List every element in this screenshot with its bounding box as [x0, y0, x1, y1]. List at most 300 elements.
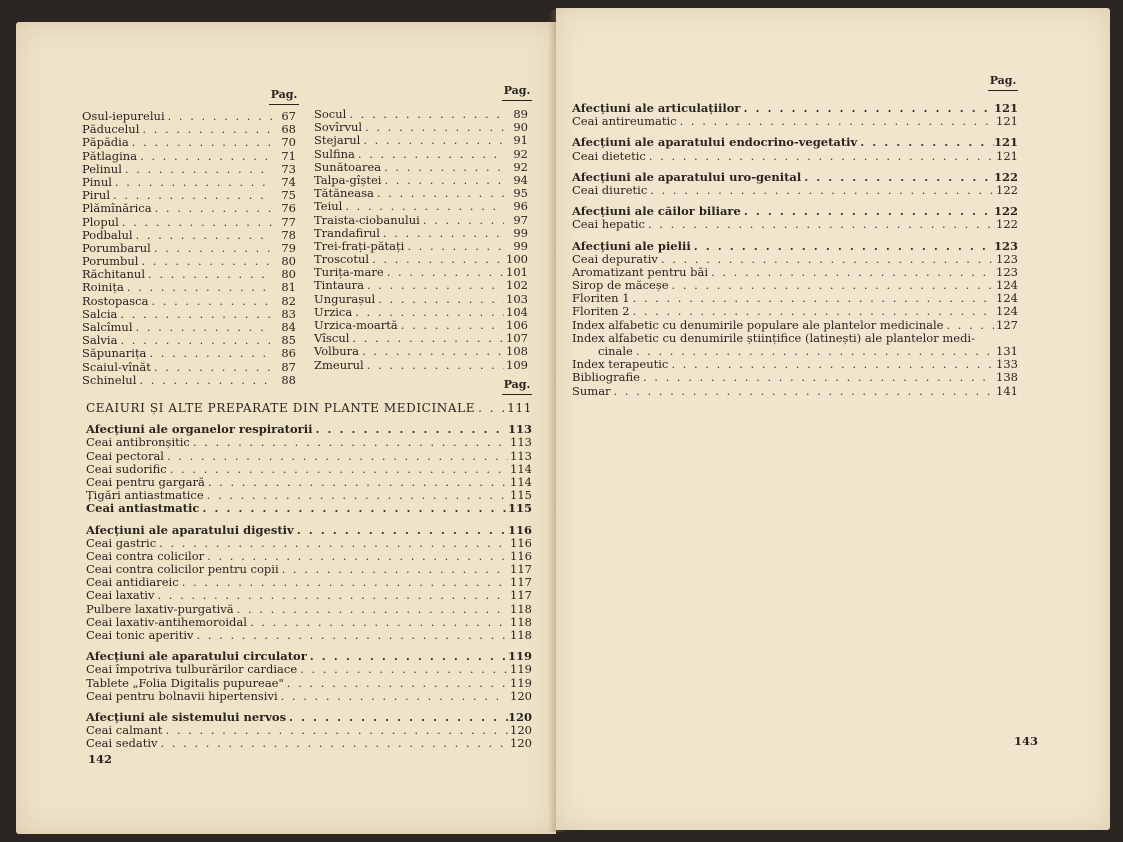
dot-leader	[677, 115, 994, 128]
entry-page-number: 82	[281, 293, 296, 308]
dot-leader	[691, 240, 994, 253]
entry-title: Sumar	[572, 383, 611, 398]
entry-page-number: 118	[510, 628, 532, 642]
toc-entry	[314, 200, 528, 213]
entry-page-number: 133	[996, 357, 1018, 372]
entry-title: Săpunarița	[82, 346, 147, 361]
dot-leader	[154, 589, 508, 602]
entry-page-number: 116	[510, 535, 532, 550]
entry-page-number: 122	[996, 182, 1018, 197]
toc-entry	[82, 136, 296, 149]
entry-title: Ceai diuretic	[572, 182, 648, 197]
dot-leader	[165, 110, 272, 123]
entry-title: Ceai depurativ	[572, 251, 658, 266]
entry-page-number: 97	[513, 212, 528, 227]
dot-leader	[194, 629, 508, 642]
toc-entry	[314, 279, 528, 292]
dot-leader	[375, 293, 504, 306]
dot-leader	[944, 319, 995, 332]
entry-page-number: 113	[507, 422, 532, 437]
toc-entry	[572, 218, 1018, 231]
entry-page-number: 119	[507, 649, 532, 664]
toc-entry	[572, 371, 1018, 384]
toc-entry	[82, 216, 296, 229]
entry-page-number: 99	[513, 225, 528, 240]
entry-page-number: 68	[281, 122, 296, 137]
entry-title: Pirul	[82, 188, 110, 203]
entry-title: Porumbarul	[82, 240, 151, 255]
entry-title: Rostopasca	[82, 293, 149, 308]
entry-title: Index terapeutic	[572, 357, 669, 372]
entry-page-number: 71	[281, 148, 296, 163]
dot-leader	[355, 148, 504, 161]
entry-title: cinale	[598, 344, 633, 358]
entry-title: CEAIURI ȘI ALTE PREPARATE DIN PLANTE MEDICINALE	[86, 401, 476, 415]
entry-page-number: 121	[993, 135, 1018, 150]
entry-title: Ceai antireumatic	[572, 114, 677, 129]
entry-page-number: 118	[510, 614, 532, 629]
toc-entry	[82, 347, 296, 360]
entry-page-number: 80	[281, 254, 296, 269]
entry-page-number: 108	[506, 344, 528, 359]
dot-leader	[658, 253, 994, 266]
entry-title: Podbalul	[82, 227, 133, 242]
toc-entry	[82, 150, 296, 163]
dot-leader	[404, 240, 504, 253]
dot-leader	[364, 359, 504, 372]
toc-entry	[86, 450, 532, 463]
toc-entry	[86, 436, 532, 449]
entry-title: Ceai sudorific	[86, 461, 167, 476]
dot-leader	[167, 463, 508, 476]
entry-title: Plămînărica	[82, 201, 152, 216]
dot-leader	[647, 184, 994, 197]
dot-leader	[158, 737, 508, 750]
dot-leader	[364, 279, 504, 292]
entry-title: Afecțiuni ale aparatului circulator	[86, 649, 307, 664]
entry-page-number: 123	[993, 238, 1018, 253]
entry-title: Stejarul	[314, 133, 361, 148]
dot-leader	[645, 218, 994, 231]
toc-entry	[314, 134, 528, 147]
dot-leader	[630, 292, 994, 305]
toc-entry	[86, 603, 532, 616]
entry-title: Păpădia	[82, 135, 129, 150]
entry-title: Roinița	[82, 280, 124, 295]
dot-leader	[369, 253, 504, 266]
dot-leader	[297, 663, 508, 676]
header-pag-col1: Pag.	[269, 88, 299, 105]
toc-entry	[314, 345, 528, 358]
entry-title: Sovîrvul	[314, 120, 363, 135]
entry-page-number: 123	[996, 251, 1018, 266]
entry-title: Ceai laxativ-antihemoroidal	[86, 614, 247, 629]
entry-page-number: 95	[513, 186, 528, 201]
entry-page-number: 109	[506, 357, 528, 372]
dot-leader	[151, 361, 272, 374]
entry-title: Urzica-moartă	[314, 318, 398, 332]
entry-title: Ceai pectoral	[86, 448, 164, 463]
entry-page-number: 121	[993, 101, 1018, 115]
entry-title: Afecțiuni ale sistemului nervos	[86, 709, 287, 724]
entry-title: Teiul	[314, 199, 343, 214]
dot-leader	[307, 650, 508, 663]
entry-page-number: 121	[996, 148, 1018, 163]
entry-page-number: 92	[513, 159, 528, 174]
entry-page-number: 75	[281, 188, 296, 203]
toc-entry	[86, 677, 532, 690]
entry-title: Ceai antidiareic	[86, 575, 179, 590]
dot-leader	[148, 295, 272, 308]
dot-leader	[359, 345, 504, 358]
entry-title: Index alfabetic cu denumirile populare ale plantelor medicinale	[572, 317, 944, 332]
entry-page-number: 124	[996, 278, 1018, 293]
dot-leader	[857, 136, 994, 149]
entry-page-number: 141	[996, 383, 1018, 398]
dot-leader	[284, 677, 508, 690]
entry-title: Răchitanul	[82, 267, 146, 282]
toc-entry	[314, 161, 528, 174]
toc-entry	[86, 537, 532, 550]
toc-entry	[82, 374, 296, 387]
entry-title: Index alfabetic cu denumirile științifice (latinești) ale plantelor medi-	[572, 330, 975, 345]
dot-leader	[801, 171, 994, 184]
entry-title: Salcîmul	[82, 320, 133, 334]
toc-entry	[86, 402, 532, 415]
entry-title: Afecțiuni ale aparatului digestiv	[86, 522, 294, 537]
entry-title: Troscotul	[314, 252, 370, 267]
toc-entry	[314, 187, 528, 200]
entry-title: Aromatizant pentru băi	[572, 264, 709, 279]
entry-page-number: 115	[507, 501, 532, 516]
entry-title: Traista-ciobanului	[314, 212, 420, 227]
header-pag-col3: Pag.	[502, 378, 532, 395]
toc-entry	[572, 292, 1018, 305]
entry-title: Ceai contra colicilor pentru copii	[86, 562, 279, 577]
toc-entry	[86, 690, 532, 703]
toc-entry	[314, 148, 528, 161]
toc-entry	[572, 305, 1018, 318]
entry-page-number: 120	[507, 709, 532, 724]
entry-title: Ceai gastric	[86, 535, 157, 550]
entry-title: Floriten 1	[572, 291, 630, 306]
entry-title: Turița-mare	[314, 265, 384, 280]
dot-leader	[646, 150, 994, 163]
entry-page-number: 67	[281, 109, 296, 123]
entry-page-number: 117	[510, 588, 532, 603]
toc-entry	[86, 589, 532, 602]
toc-entry	[86, 502, 532, 515]
entry-title: Afecțiuni ale organelor respiratorii	[86, 422, 313, 437]
entry-title: Porumbul	[82, 254, 139, 269]
entry-page-number: 106	[506, 318, 528, 332]
entry-page-number: 70	[281, 135, 296, 150]
dot-leader	[633, 345, 994, 358]
dot-leader	[740, 102, 994, 115]
entry-title: Ceai împotriva tulburărilor cardiace	[86, 662, 298, 677]
dot-leader	[247, 616, 508, 629]
toc-entry	[86, 737, 532, 750]
entry-title: Tablete „Folia Digitalis pupureae"	[86, 675, 284, 690]
entry-page-number: 80	[281, 267, 296, 282]
entry-title: Tătăneasa	[314, 186, 374, 201]
entry-page-number: 117	[510, 562, 532, 577]
dot-leader	[139, 123, 272, 136]
entry-page-number: 102	[506, 278, 528, 293]
dot-leader	[611, 385, 994, 398]
dot-leader	[119, 216, 272, 229]
entry-title: Ceai pentru gargară	[86, 474, 205, 489]
plant-list-col1	[82, 110, 296, 387]
entry-page-number: 84	[281, 320, 296, 334]
dot-leader	[475, 402, 507, 415]
dot-leader	[279, 563, 508, 576]
entry-title: Scaiul-vînăt	[82, 359, 151, 374]
entry-page-number: 90	[513, 120, 528, 135]
entry-page-number: 83	[281, 306, 296, 321]
right-contents-list	[572, 102, 1018, 398]
dot-leader	[380, 227, 504, 240]
toc-entry	[314, 293, 528, 306]
entry-title: Ceai contra colicilor	[86, 548, 205, 563]
dot-leader	[138, 255, 272, 268]
entry-page-number: 101	[506, 265, 528, 280]
dot-leader	[398, 319, 504, 332]
entry-page-number: 76	[281, 201, 296, 216]
header-pag-right: Pag.	[988, 74, 1018, 91]
entry-page-number: 116	[510, 548, 532, 563]
dot-leader	[133, 321, 272, 334]
entry-title: Ceai laxativ	[86, 588, 155, 603]
dot-leader	[630, 305, 994, 318]
entry-page-number: 114	[510, 474, 532, 489]
dot-leader	[146, 347, 272, 360]
toc-entry	[82, 281, 296, 294]
entry-page-number: 87	[281, 359, 296, 374]
entry-page-number: 120	[510, 688, 532, 703]
entry-title: Ungurașul	[314, 291, 376, 306]
entry-title: Urzica	[314, 304, 353, 319]
entry-title: Salcia	[82, 306, 118, 321]
toc-entry	[314, 227, 528, 240]
dot-leader	[152, 202, 272, 215]
entry-title: Zmeurul	[314, 357, 364, 372]
entry-page-number: 114	[510, 461, 532, 476]
toc-entry	[314, 214, 528, 227]
dot-leader	[708, 266, 994, 279]
entry-title: Țigări antiastmatice	[86, 488, 204, 503]
entry-title: Talpa-gîștei	[314, 172, 382, 187]
entry-title: Trei-frați-pătați	[314, 238, 405, 253]
entry-title: Sirop de măceșe	[572, 278, 669, 293]
entry-title: Bibliografie	[572, 370, 640, 385]
dot-leader	[342, 200, 504, 213]
entry-page-number: 86	[281, 346, 296, 361]
toc-entry	[572, 184, 1018, 197]
entry-page-number: 111	[507, 401, 532, 415]
entry-page-number: 107	[506, 331, 528, 346]
dot-leader	[117, 308, 272, 321]
dot-leader	[374, 187, 504, 200]
entry-page-number: 127	[996, 317, 1018, 332]
entry-page-number: 124	[996, 291, 1018, 306]
entry-page-number: 113	[510, 435, 532, 450]
dot-leader	[384, 266, 504, 279]
entry-page-number: 103	[506, 291, 528, 306]
entry-page-number: 104	[506, 304, 528, 319]
entry-title: Plopul	[82, 214, 119, 229]
entry-page-number: 88	[281, 372, 296, 387]
dot-leader	[381, 174, 504, 187]
entry-page-number: 100	[506, 252, 528, 267]
dot-leader	[137, 150, 272, 163]
entry-title: Ceai antiastmatic	[86, 501, 200, 516]
dot-leader	[112, 176, 272, 189]
toc-entry	[572, 279, 1018, 292]
toc-entry	[82, 176, 296, 189]
entry-title: Trandafirul	[314, 225, 380, 240]
entry-page-number: 115	[510, 488, 532, 503]
entry-title: Afecțiuni ale aparatului endocrino-vegetativ	[572, 135, 858, 150]
toc-entry	[314, 359, 528, 372]
toc-section	[572, 171, 1018, 184]
dot-leader	[133, 229, 272, 242]
entry-title: Ceai sedativ	[86, 736, 158, 751]
entry-title: Floriten 2	[572, 304, 630, 319]
toc-entry	[82, 361, 296, 374]
plant-list-col2	[314, 108, 528, 372]
entry-page-number: 121	[996, 114, 1018, 129]
dot-leader	[312, 423, 508, 436]
dot-leader	[179, 576, 508, 589]
dot-leader	[199, 502, 508, 515]
dot-leader	[294, 524, 508, 537]
entry-title: Afecțiuni ale articulațiilor	[572, 101, 741, 115]
dot-leader	[145, 268, 272, 281]
entry-title: Ceai calmant	[86, 723, 163, 738]
entry-title: Tintaura	[314, 278, 364, 293]
toc-entry	[572, 332, 1018, 345]
entry-page-number: 120	[510, 736, 532, 751]
entry-page-number: 94	[513, 172, 528, 187]
entry-page-number: 122	[996, 217, 1018, 232]
entry-title: Ceai dietetic	[572, 148, 646, 163]
toc-entry	[572, 253, 1018, 266]
dot-leader	[420, 214, 504, 227]
entry-page-number: 92	[513, 146, 528, 161]
toc-entry	[572, 150, 1018, 163]
toc-section	[572, 136, 1018, 149]
dot-leader	[164, 450, 508, 463]
dot-leader	[278, 690, 508, 703]
dot-leader	[668, 358, 994, 371]
toc-entry	[86, 463, 532, 476]
entry-page-number: 117	[510, 575, 532, 590]
entry-title: Sulfina	[314, 146, 355, 161]
dot-leader	[129, 136, 272, 149]
dot-leader	[349, 332, 504, 345]
dot-leader	[122, 163, 272, 176]
dot-leader	[669, 279, 994, 292]
entry-page-number: 119	[510, 675, 532, 690]
entry-page-number: 99	[513, 238, 528, 253]
entry-title: Ceai pentru bolnavii hipertensivi	[86, 688, 278, 703]
entry-title: Osul-iepurelui	[82, 109, 165, 123]
entry-page-number: 120	[510, 723, 532, 738]
entry-page-number: 74	[281, 174, 296, 189]
dot-leader	[205, 476, 508, 489]
entry-title: Schinelul	[82, 372, 137, 387]
toc-entry	[572, 319, 1018, 332]
entry-page-number: 119	[510, 662, 532, 677]
page-number-right: 143	[1014, 734, 1039, 748]
entry-page-number: 73	[281, 161, 296, 176]
dot-leader	[151, 242, 272, 255]
entry-page-number: 122	[993, 169, 1018, 184]
entry-page-number: 77	[281, 214, 296, 229]
toc-entry	[86, 629, 532, 642]
toc-entry	[82, 295, 296, 308]
toc-entry	[86, 663, 532, 676]
entry-page-number: 96	[513, 199, 528, 214]
entry-title: Pătlagina	[82, 148, 138, 163]
entry-page-number: 123	[996, 264, 1018, 279]
entry-title: Ceai antibronșitic	[86, 435, 190, 450]
entry-title: Pelinul	[82, 161, 122, 176]
entry-title: Sunătoarea	[314, 159, 382, 174]
entry-title: Pulbere laxativ-purgativă	[86, 601, 234, 616]
entry-page-number: 116	[507, 522, 532, 537]
right-page	[556, 8, 1110, 830]
entry-page-number: 131	[996, 344, 1018, 358]
entry-title: Ceai hepatic	[572, 217, 645, 232]
entry-page-number: 138	[996, 370, 1018, 385]
toc-section	[572, 240, 1018, 253]
dot-leader	[136, 374, 272, 387]
dot-leader	[360, 134, 504, 147]
entry-title: Afecțiuni ale căilor biliare	[572, 204, 741, 219]
dot-leader	[124, 281, 272, 294]
toc-entry	[572, 115, 1018, 128]
entry-title: Păducelul	[82, 122, 140, 137]
entry-title: Vîscul	[314, 331, 350, 346]
left-page	[16, 22, 556, 834]
toc-entry	[82, 163, 296, 176]
entry-title: Volbura	[314, 344, 359, 359]
entry-title: Socul	[314, 107, 347, 121]
toc-entry	[82, 202, 296, 215]
header-pag-col2: Pag.	[502, 84, 532, 101]
entry-page-number: 124	[996, 304, 1018, 319]
dot-leader	[741, 205, 994, 218]
entry-page-number: 118	[510, 601, 532, 616]
entry-title: Afecțiuni ale aparatului uro-genital	[572, 169, 802, 184]
toc-section	[86, 524, 532, 537]
tea-list	[86, 402, 532, 751]
dot-leader	[234, 603, 508, 616]
entry-title: Salvia	[82, 333, 118, 348]
dot-leader	[204, 489, 508, 502]
entry-page-number: 91	[513, 133, 528, 148]
toc-entry	[82, 229, 296, 242]
dot-leader	[362, 121, 504, 134]
entry-page-number: 89	[513, 107, 528, 121]
dot-leader	[346, 108, 504, 121]
entry-page-number: 113	[510, 448, 532, 463]
entry-page-number: 79	[281, 240, 296, 255]
toc-entry	[572, 385, 1018, 398]
entry-page-number: 85	[281, 333, 296, 348]
